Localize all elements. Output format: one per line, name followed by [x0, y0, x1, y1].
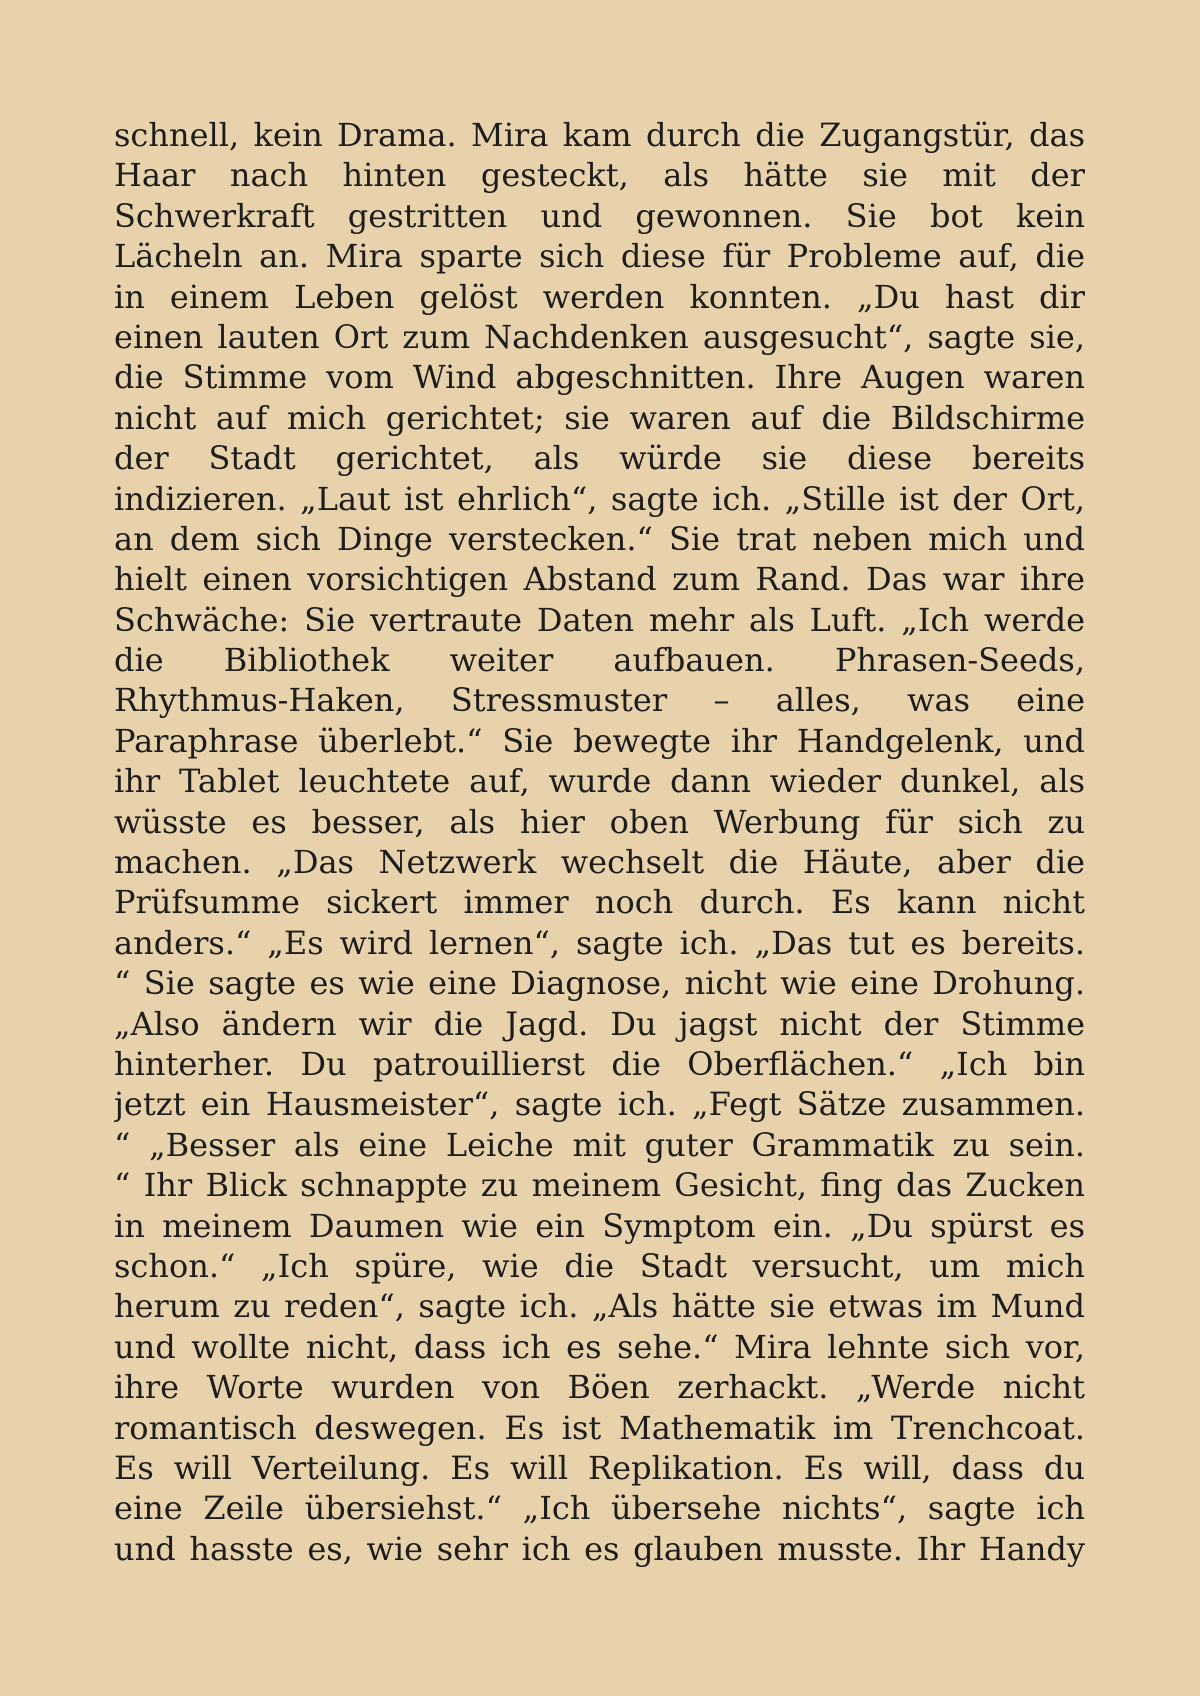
text-line: ihr Tablet leuchtete auf, wurde dann wieder dunkel, als [114, 762, 1085, 801]
text-line: die Bibliothek weiter aufbauen. Phrasen-Seeds, [114, 641, 1085, 680]
text-line: “ „Besser als eine Leiche mit guter Grammatik zu sein. [114, 1125, 1085, 1164]
text-line: wüsste es besser, als hier oben Werbung für sich zu [114, 802, 1085, 841]
text-line: und hasste es, wie sehr ich es glauben musste. Ihr Handy [114, 1529, 1085, 1568]
text-line: und wollte nicht, dass ich es sehe.“ Mira lehnte sich vor, [114, 1327, 1085, 1366]
text-line: Haar nach hinten gesteckt, als hätte sie mit der [114, 156, 1085, 195]
text-line: schnell, kein Drama. Mira kam durch die Zugangstür, das [114, 116, 1085, 154]
text-line: Rhythmus-Haken, Stressmuster – alles, was eine [114, 681, 1085, 720]
text-line: anders.“ „Es wird lernen“, sagte ich. „Das tut es bereits. [114, 923, 1085, 962]
text-line: in einem Leben gelöst werden konnten. „Du hast dir [114, 277, 1085, 316]
text-line: ihre Worte wurden von Böen zerhackt. „Werde nicht [114, 1368, 1085, 1407]
text-line: schon.“ „Ich spüre, wie die Stadt versucht, um mich [114, 1246, 1085, 1285]
text-line: einen lauten Ort zum Nachdenken ausgesucht“, sagte sie, [114, 317, 1085, 356]
text-line: romantisch deswegen. Es ist Mathematik im Trenchcoat. [114, 1408, 1085, 1447]
text-line: der Stadt gerichtet, als würde sie diese bereits [114, 439, 1085, 478]
text-line: “ Ihr Blick schnappte zu meinem Gesicht, fing das Zucken [114, 1166, 1085, 1205]
text-line: hielt einen vorsichtigen Abstand zum Rand. Das war ihre [114, 560, 1085, 599]
text-line: Schwäche: Sie vertraute Daten mehr als Luft. „Ich werde [114, 600, 1085, 639]
text-line: an dem sich Dinge verstecken.“ Sie trat neben mich und [114, 519, 1085, 558]
text-line: Schwerkraft gestritten und gewonnen. Sie bot kein [114, 196, 1085, 235]
text-line: „Also ändern wir die Jagd. Du jagst nicht der Stimme [114, 1004, 1085, 1043]
text-line: Paraphrase überlebt.“ Sie bewegte ihr Handgelenk, und [114, 721, 1085, 760]
text-line: herum zu reden“, sagte ich. „Als hätte sie etwas im Mund [114, 1287, 1085, 1326]
text-line: hinterher. Du patrouillierst die Oberflächen.“ „Ich bin [114, 1044, 1085, 1083]
text-line: in meinem Daumen wie ein Symptom ein. „Du spürst es [114, 1206, 1085, 1245]
text-line: jetzt ein Hausmeister“, sagte ich. „Fegt Sätze zusammen. [114, 1085, 1085, 1124]
text-line: nicht auf mich gerichtet; sie waren auf die Bildschirme [114, 398, 1085, 437]
text-line: die Stimme vom Wind abgeschnitten. Ihre Augen waren [114, 358, 1085, 397]
text-line: Lächeln an. Mira sparte sich diese für Probleme auf, die [114, 237, 1085, 276]
body-text [114, 115, 1085, 1569]
text-line: “ Sie sagte es wie eine Diagnose, nicht wie eine Drohung. [114, 964, 1085, 1003]
text-line: Prüfsumme sickert immer noch durch. Es kann nicht [114, 883, 1085, 922]
text-line: Es will Verteilung. Es will Replikation. Es will, dass du [114, 1448, 1085, 1487]
text-line: eine Zeile übersiehst.“ „Ich übersehe nichts“, sagte ich [114, 1489, 1085, 1528]
text-line: indizieren. „Laut ist ehrlich“, sagte ich. „Stille ist der Ort, [114, 479, 1085, 518]
text-line: machen. „Das Netzwerk wechselt die Häute, aber die [114, 843, 1085, 882]
